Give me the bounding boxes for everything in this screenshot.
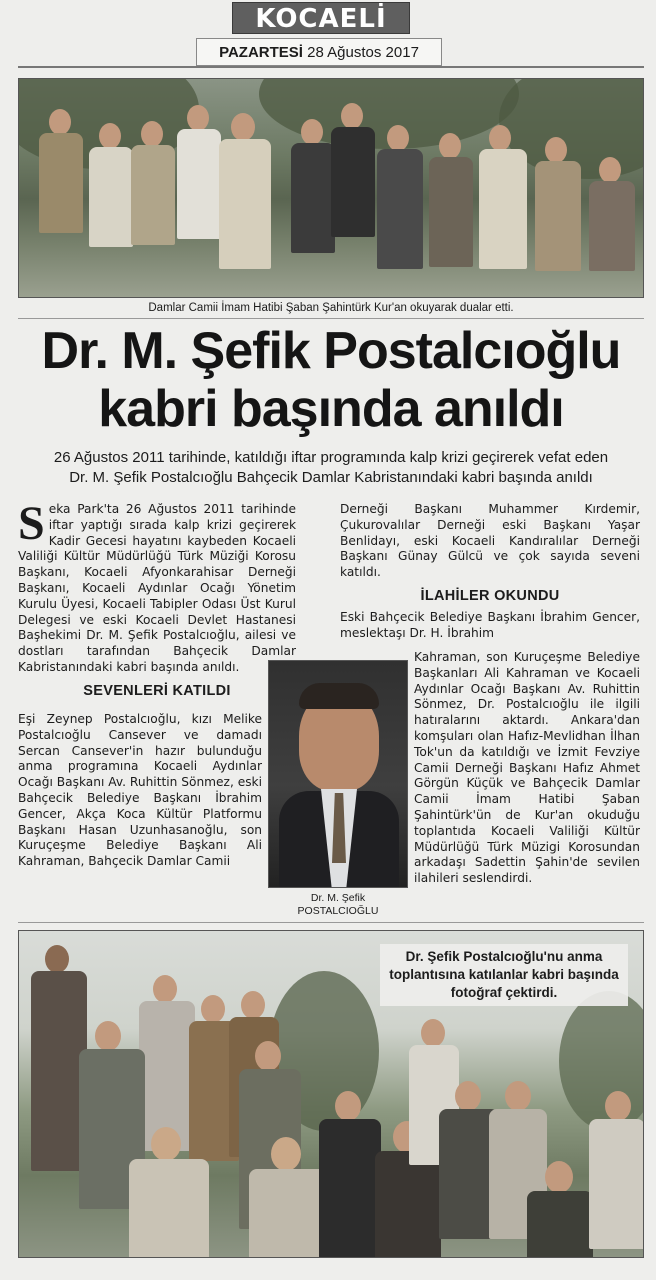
portrait-photo (268, 660, 408, 888)
portrait-caption-line-2: POSTALCIOĞLU (297, 905, 379, 917)
headline-line-2: kabri başında anıldı (98, 380, 564, 438)
bottom-rule (18, 922, 644, 923)
article-paragraph-3-rest: Kahraman, son Kuruçeşme Belediye Başkanları Ali Kahraman ve Kocaeli Aydınlar Ocağı Başkanı Av. Ruhittin Sönmez, Dr. Postalcıoğlu ile ilgili hatıralarını aktardı. Ankara'dan komşuları olan Hafız-Mevlidhan İlhan Tok'un da katıldığı ve İzmit Fevziye Camii Derneği Başkanı Hafız Ahmet Görgün Küçük ve Bahçecik Damlar Camii İmam Hatibi Şaban Şahintürk'ün de Kur'an okuduğu toplantıda Kocaeli Valiliği Kültür Müdürlüğü Türk Müzigi Korosundan arkadaşı Sadettin Şahin'de sevilen ilahileri seslendirdi. (414, 650, 640, 886)
article-column-right (340, 502, 640, 645)
top-photo (18, 78, 644, 298)
subheadline-line-2: Dr. M. Şefik Postalcıoğlu Bahçecik Damlar Kabristanındaki kabri başında anıldı (69, 469, 593, 486)
dateline-date: 28 Ağustos 2017 (307, 44, 419, 61)
caption-rule (18, 318, 644, 319)
article-column-left (18, 497, 296, 705)
top-rule (18, 66, 644, 68)
top-photo-caption: Damlar Camii İmam Hatibi Şaban Şahintürk Kur'an okuyarak dualar etti. (148, 302, 514, 314)
article-column-right-lower (414, 650, 640, 887)
article-paragraph-3-start: Eski Bahçecik Belediye Başkanı İbrahim Gencer, meslektaşı Dr. H. İbrahim (340, 609, 640, 640)
article-lead: eka Park'ta 26 Ağustos 2011 tarihinde iftar yaptığı sırada kalp krizi geçirerek Kadir Gecesi hayatını kaybeden Kocaeli Valiliği Kültür Müdürlüğü Türk Müziği Korosu Başkanı, Kocaeli Afyonkarahisar Derneği Başkanı, Kocaeli Aydınlar Ocağı Yönetim Kurulu Üyesi, Kocaeli Tabipler Odası Üst Kurul Delegesi ve eski Kocaeli Devlet Hastanesi Başhekimi Dr. M. Şefik Postalcıoğlu, ailesi ve dostları tarafından Bahçecik Damlar Kabristanındaki kabri başında anıldı. (18, 502, 296, 674)
dateline (196, 38, 442, 66)
dateline-day: PAZARTESİ (219, 44, 303, 61)
portrait-caption (268, 892, 408, 918)
headline-line-1: Dr. M. Şefik Postalcıoğlu (41, 322, 621, 380)
bottom-photo-caption: Dr. Şefik Postalcıoğlu'nu anma toplantısına katılanlar kabri başında fotoğraf çektirdi. (380, 944, 628, 1006)
section-heading-ilahiler: İLAHİLER OKUNDU (420, 587, 560, 604)
portrait-caption-line-1: Dr. M. Şefik (310, 892, 366, 904)
masthead: KOCAELİ (232, 2, 410, 34)
article-right-top: Derneği Başkanı Muhammer Kırdemir, Çukurovalılar Derneği eski Başkanı Yaşar Benlidayı, eski Kocaeli Kandıralılar Derneği Başkanı Günay Gülcü ve çok sayıda seveni katıldı. (340, 502, 640, 580)
drop-cap: S (18, 497, 45, 550)
section-heading-sevenleri: SEVENLERİ KATILDI (83, 682, 231, 699)
subheadline (18, 448, 644, 488)
article-paragraph-2: Eşi Zeynep Postalcıoğlu, kızı Melike Postalcıoğlu Cansever ve damadı Sercan Cansever'in hazır bulunduğu anma programına Kocaeli Aydınlar Ocağı Başkanı Av. Ruhittin Sönmez, eski Bahçecik Belediye Başkanı İbrahim Gencer, Akça Koca Kültür Platformu Başkanı Hasan Uzunhasanoğlu, son Kuruçeşme Belediye Başkanı Ali Kahraman, Bahçecik Damlar Camii (18, 712, 262, 869)
article-column-left-lower (18, 712, 262, 870)
subheadline-line-1: 26 Ağustos 2011 tarihinde, katıldığı iftar programında kalp krizi geçirerek vefat eden (53, 449, 609, 466)
